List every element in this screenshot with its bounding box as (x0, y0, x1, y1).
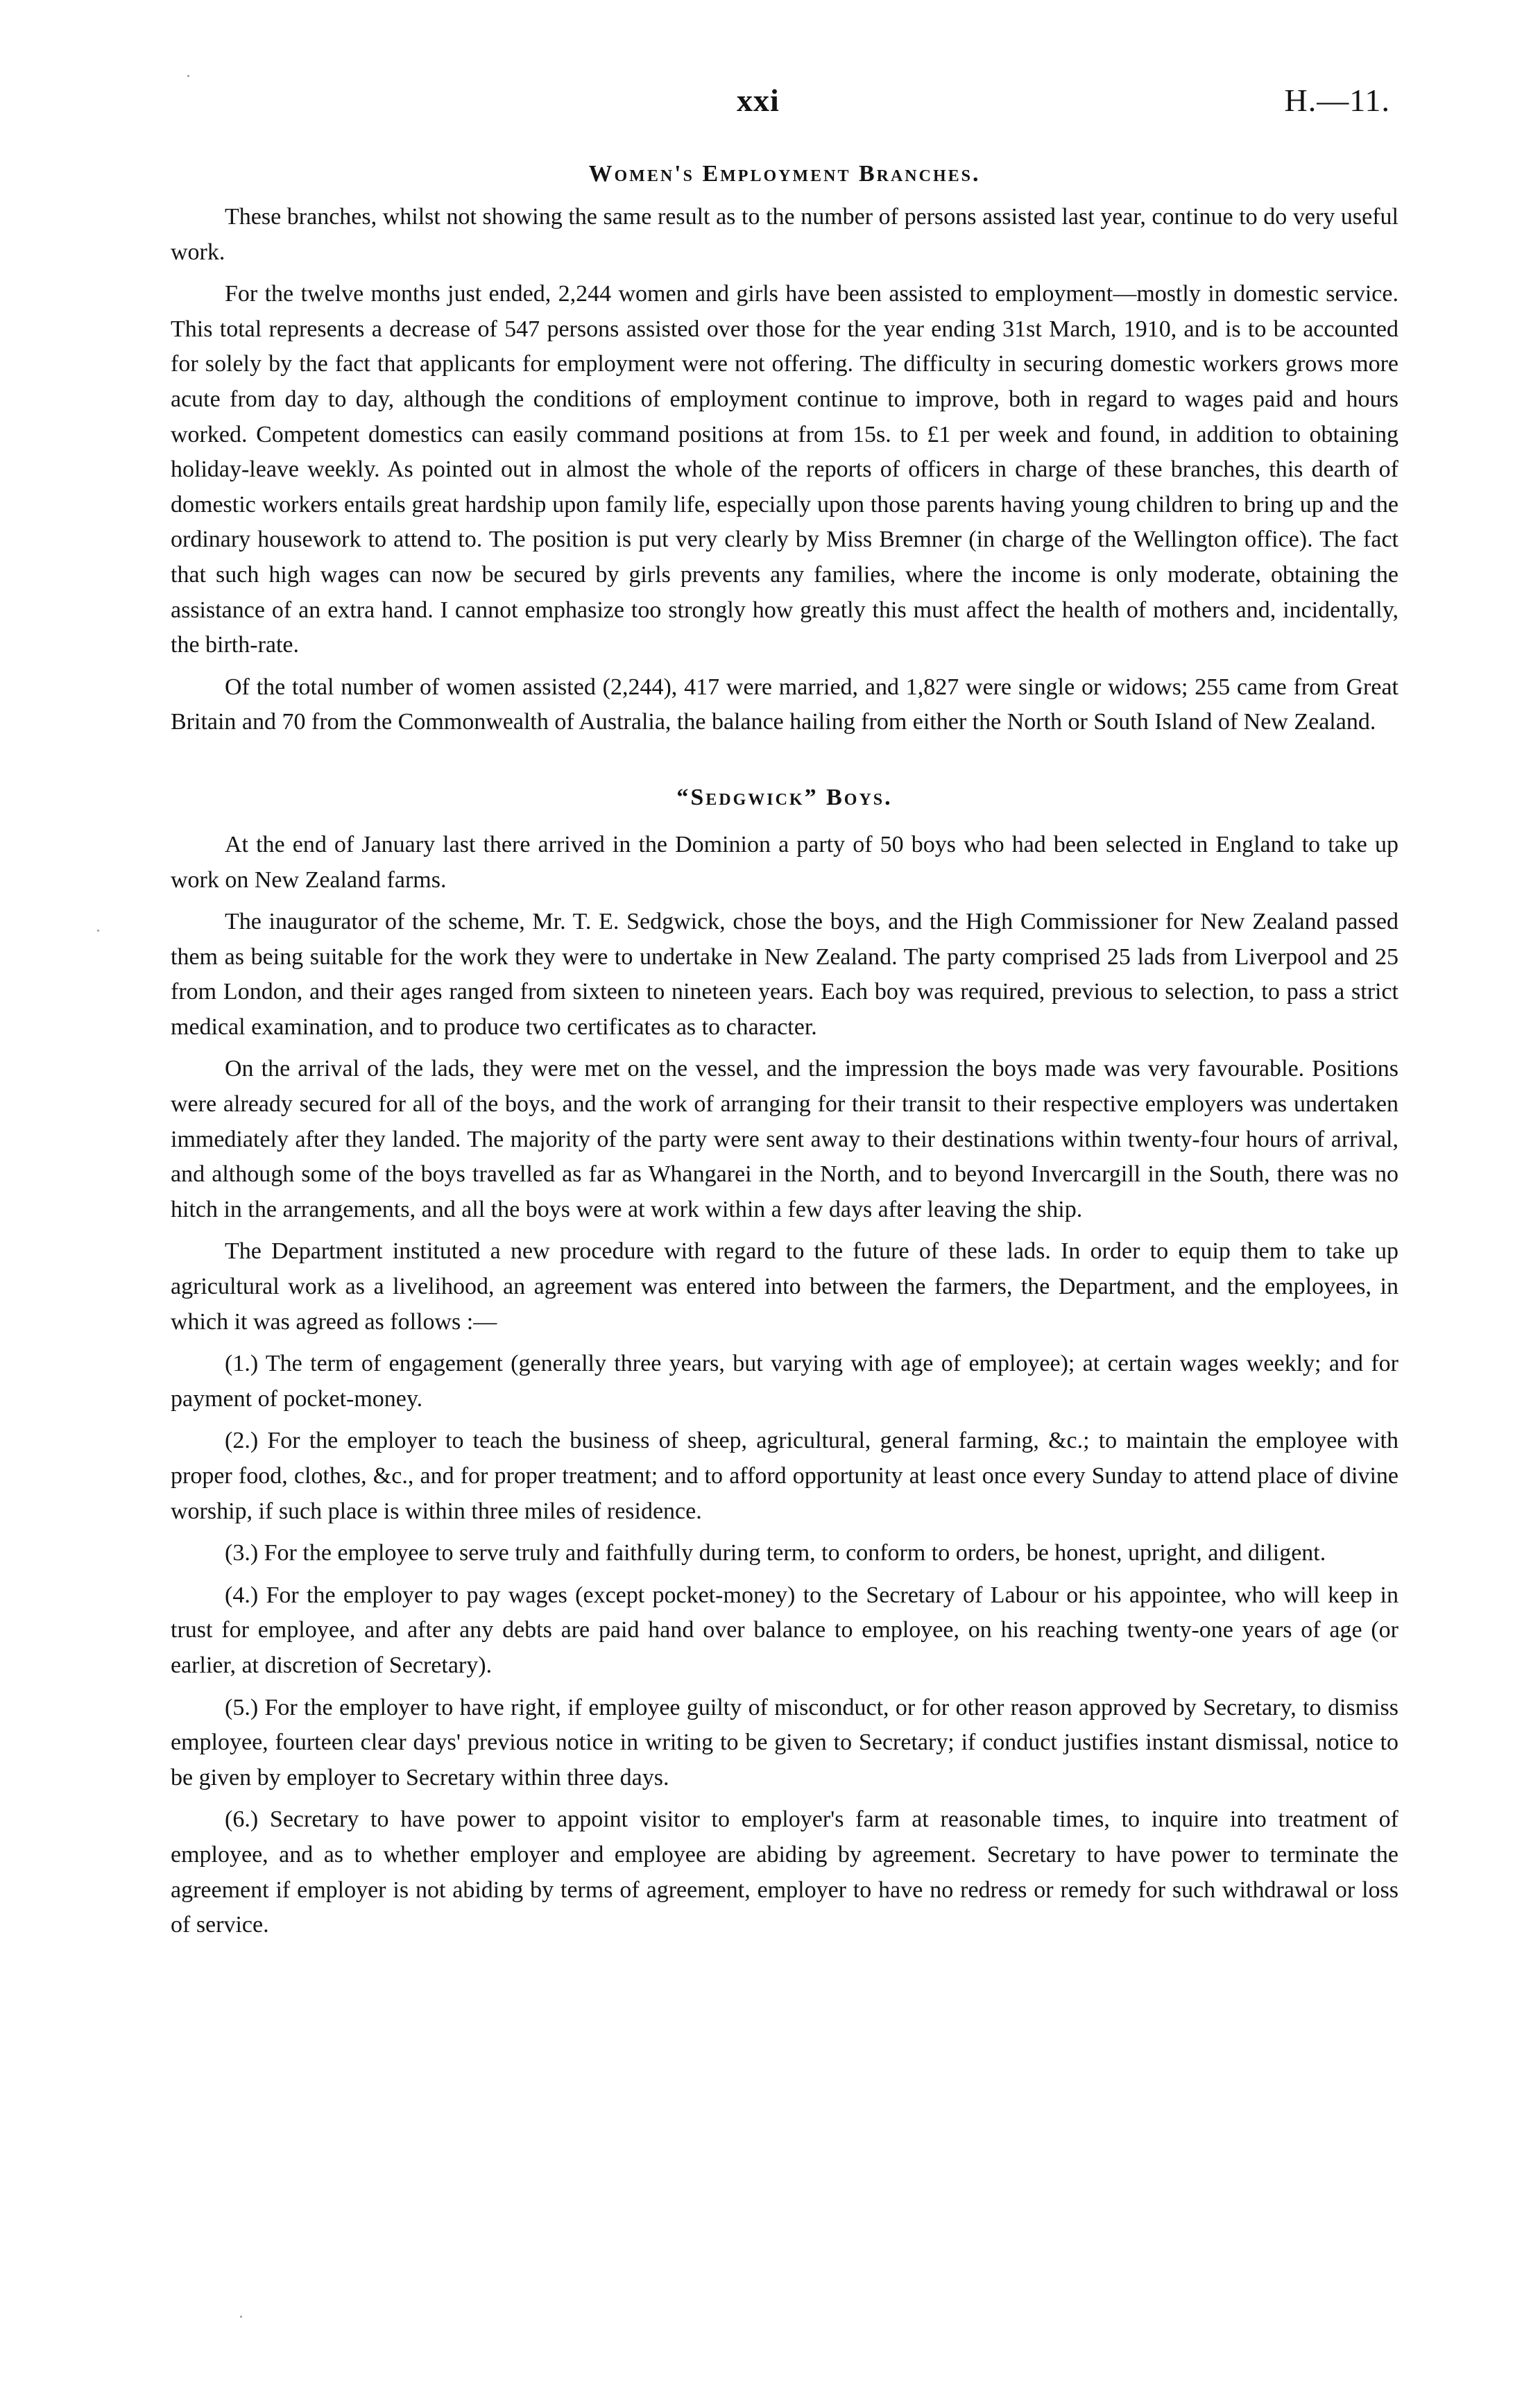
scan-speck (240, 2316, 242, 2318)
page-number: xxi (737, 83, 780, 118)
section-heading: “Sedgwick” Boys. (676, 784, 893, 810)
section-heading: Women's Employment Branches. (588, 161, 981, 187)
paragraph: On the arrival of the lads, they were met on the vessel, and the impression the boys made was very favourable. Positions were already secured for all of the boys, and the work of arranging for their transit to their respective employers was undertaken immediately after they landed. The majority of the party were sent away to their destinations within twenty-four hours of arrival, and although some of the boys travelled as far as Whangarei in the North, and to beyond Invercargill in the South, there was no hitch in the arrangements, and all the boys were at work within a few days after leaving the ship. (171, 1056, 1398, 1222)
agreement-clause-5: (5.) For the employer to have right, if employee guilty of misconduct, or for other reason approved by Secretary, to dismiss employee, fourteen clear days' previous notice in writing to be given to Secretary; if conduct justifies instant dismissal, notice to be given by employer to Secretary within three days. (171, 1694, 1398, 1791)
agreement-clause-3: (3.) For the employee to serve truly and faithfully during term, to conform to orders, be honest, upright, and diligent. (225, 1540, 1326, 1566)
agreement-clause-2: (2.) For the employer to teach the business of sheep, agricultural, general farming, &c.; to maintain the employee with proper food, clothes, &c., and for proper treatment; and to afford opportunity at least once every Sunday to attend place of divine worship, if such place is within three miles of residence. (171, 1428, 1398, 1524)
agreement-clause-4: (4.) For the employer to pay wages (except pocket-money) to the Secretary of Labour or his appointee, who will keep in trust for employee, and after any debts are paid hand over balance to employee, on his reaching twenty-one years of age (or earlier, at discretion of Secretary). (171, 1582, 1398, 1678)
page-header (0, 82, 1540, 137)
paragraph: Of the total number of women assisted (2,244), 417 were married, and 1,827 were single or widows; 255 came from Great Britain and 70 from the Commonwealth of Australia, the balance hailing from either the North or South Island of New Zealand. (171, 674, 1398, 735)
scan-speck (187, 75, 189, 77)
paragraph: For the twelve months just ended, 2,244 women and girls have been assisted to employment—mostly in domestic service. This total represents a decrease of 547 persons assisted over those for the year ending 31st March, 1910, and is to be accounted for solely by the fact that applicants for employment were not offering. The difficulty in securing domestic workers grows more acute from day to day, although the conditions of employment continue to improve, both in regard to wages paid and hours worked. Competent domestics can easily command positions at from 15s. to £1 per week and found, in addition to obtaining holiday-leave weekly. As pointed out in almost the whole of the reports of officers in charge of these branches, this dearth of domestic workers entails great hardship upon family life, especially upon those parents having young children to bring up and the ordinary housework to attend to. The position is put very clearly by Miss Bremner (in charge of the Wellington office). The fact that such high wages can now be secured by girls prevents any families, where the income is only moderate, obtaining the assistance of an extra hand. I cannot emphasize too strongly how greatly this must affect the health of mothers and, incidentally, the birth-rate. (171, 281, 1398, 658)
agreement-clause-1: (1.) The term of engagement (generally three years, but varying with age of employee); at certain wages weekly; and for payment of pocket-money. (171, 1351, 1398, 1412)
paragraph: The Department instituted a new procedure with regard to the future of these lads. In order to equip them to take up agricultural work as a livelihood, an agreement was entered into between the farmers, the Department, and the employees, in which it was agreed as follows :— (171, 1238, 1398, 1335)
document-reference: H.—11. (1284, 83, 1390, 118)
section-womens-employment (171, 158, 1398, 740)
section-sedgwick-boys (171, 782, 1398, 1943)
agreement-clause-6: (6.) Secretary to have power to appoint visitor to employer's farm at reasonable times, to inquire into treatment of employee, and as to whether employer and employee are abiding by agreement. Secretary to have power to terminate the agreement if employer is not abiding by terms of agreement, employer to have no redress or remedy for such withdrawal or loss of service. (171, 1806, 1398, 1938)
paragraph: The inaugurator of the scheme, Mr. T. E. Sedgwick, chose the boys, and the High Commissioner for New Zealand passed them as being suitable for the work they were to undertake in New Zealand. The party comprised 25 lads from Liverpool and 25 from London, and their ages ranged from sixteen to nineteen years. Each boy was required, previous to selection, to pass a strict medical examination, and to produce two certificates as to character. (171, 909, 1398, 1040)
scan-speck (97, 930, 99, 932)
paragraph: At the end of January last there arrived in the Dominion a party of 50 boys who had been selected in England to take up work on New Zealand farms. (171, 831, 1398, 893)
paragraph: These branches, whilst not showing the same result as to the number of persons assisted last year, continue to do very useful work. (171, 204, 1398, 265)
document-body (171, 158, 1398, 1950)
